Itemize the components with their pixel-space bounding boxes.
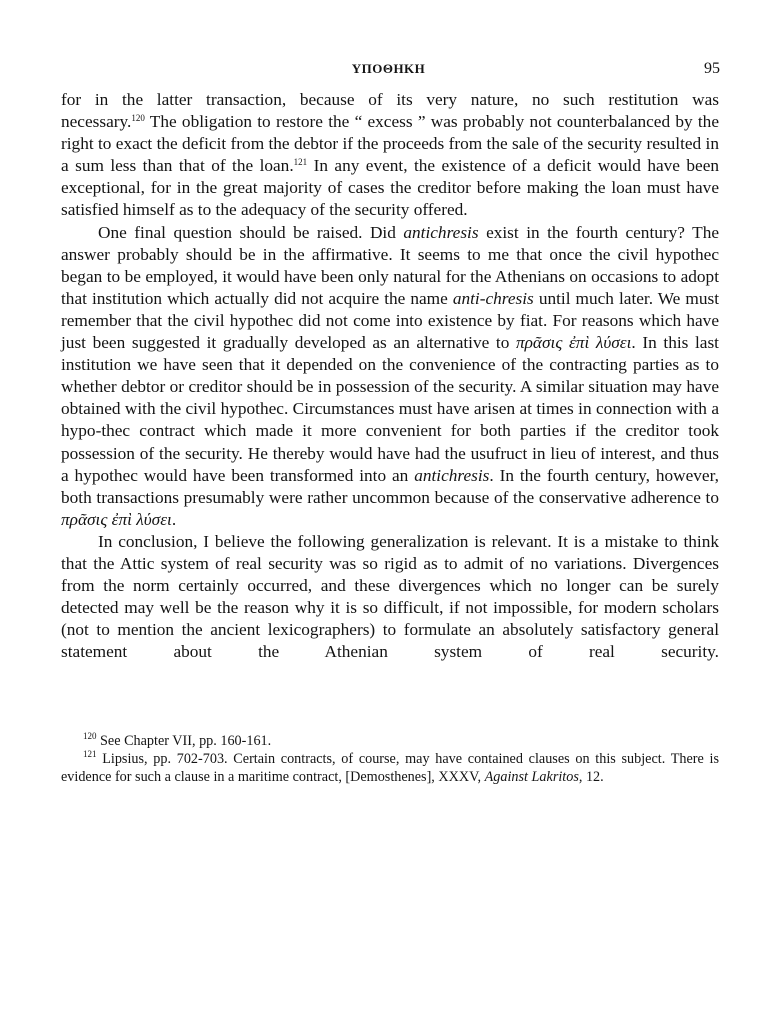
paragraph-continued-line xyxy=(61,89,719,111)
italic-term: anti-chresis xyxy=(452,288,534,308)
text-run: In conclusion, I believe the following generalization is relevant. It is a mistake to think that the Attic system of real security was so rigid as to admit of no variations. Divergences from the norm certainly occurred, and these divergences which no longer can be surely detected may well be the reason why it is so difficult, if not impossible, for modern scholars (not to mention the ancient lexicographers) to formulate an absolutely satisfactory general statement about the Athenian system of real security. xyxy=(61,531,719,662)
text-run: until much later. We must remember that the civil hypothec did not come into existence by fiat. For reasons which have just been suggested it gradually developed as an alternative to xyxy=(61,288,719,353)
footnote-120 xyxy=(61,733,719,751)
text-run: The obligation to restore the “ excess ” was probably not counterbalanced by the right to exact the deficit from the debtor if the proceeds from the sale of the security resulted in a sum less than that of the loan. xyxy=(61,112,719,176)
greek-phrase: πρᾶσις ἐπὶ λύσει xyxy=(61,509,172,529)
text-run: . xyxy=(171,509,177,529)
page-number: 95 xyxy=(704,60,720,77)
main-text xyxy=(61,89,719,663)
italic-term: antichresis xyxy=(414,465,490,485)
text-run: for in the latter transaction, because of its very nature, no such restitution was xyxy=(61,90,719,109)
text-run: In any event, the existence of a deficit would have been exceptional, for in the great majority of cases the creditor before making the loan must have satisfied himself as to the adequacy of the security offered. xyxy=(61,156,720,220)
footnote-number: 120 xyxy=(83,731,97,741)
footnote-number: 121 xyxy=(83,748,97,759)
text-run: necessary. xyxy=(61,112,132,132)
text-run: . In the fourth century, however, both transactions presumably were rather uncommon because of the conservative adherence to xyxy=(61,465,719,507)
footnote-text: , 12. xyxy=(578,768,604,785)
footnote-italic-title: Against Lakritos xyxy=(484,768,579,785)
footnote-ref-121: 121 xyxy=(293,157,308,168)
greek-phrase: πρᾶσις ἐπὶ λύσει xyxy=(515,333,632,353)
footnotes xyxy=(61,733,719,786)
footnote-121 xyxy=(61,748,719,787)
footnote-text: Lipsius, pp. 702-703. Certain contracts, of course, may have contained clauses on this subject. There is evidence for such a clause in a maritime contract, [Demosthenes], XXXV, xyxy=(61,750,719,785)
paragraph-3 xyxy=(61,531,719,664)
footnote-ref-120: 120 xyxy=(131,113,145,124)
text-run: One final question should be raised. Did xyxy=(98,222,404,242)
italic-term: antichresis xyxy=(403,222,479,242)
running-header: ΥΠΟΘΗΚΗ xyxy=(351,61,426,76)
paragraph-1 xyxy=(61,111,719,221)
text-run: . In this last institution we have seen that it depended on the convenience of the contracting parties as to whether debtor or creditor should be in possession of the security. A similar situation may have obtained with the civil hypothec. Circumstances must have arisen at times in connection with a hypo-thec contract which made it more convenient for both parties if the creditor took possession of the security. He thereby would have had the usufruct in lieu of interest, and thus a hypothec would have been transformed into an xyxy=(61,333,719,485)
footnote-text: See Chapter VII, pp. 160-161. xyxy=(96,733,272,749)
paragraph-2 xyxy=(61,222,719,531)
text-run: exist in the fourth century? The answer probably should be in the affirmative. It seems to me that once the civil hypothec began to be employed, it would have been only natural for the Athenians on occasions to adopt that institution which actually did not acquire the name xyxy=(61,222,719,308)
